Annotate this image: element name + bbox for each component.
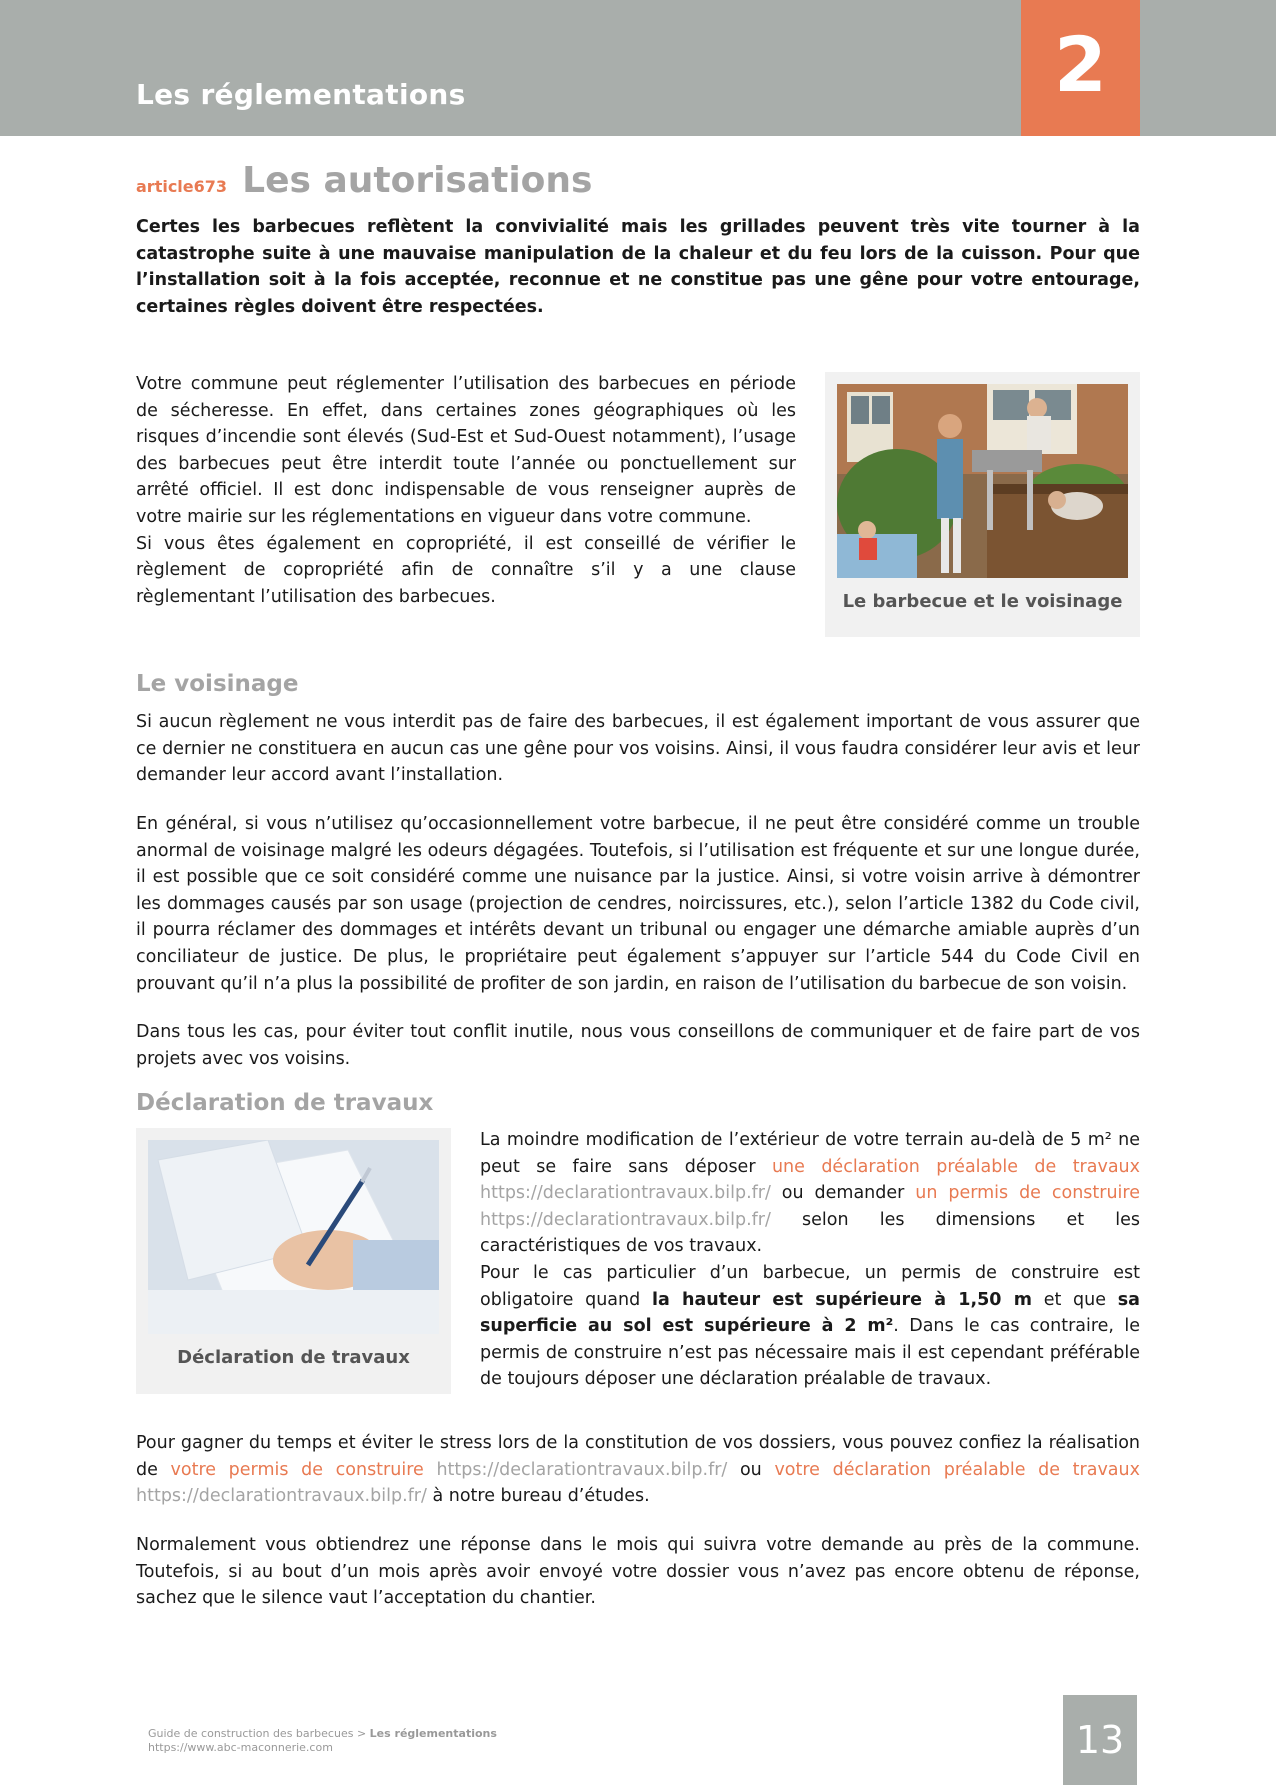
commune-paragraph-2: Si vous êtes également en copropriété, il est conseillé de vérifier le règlement de copropriété afin de connaître s’il y a une clause règlementant l’utilisation des barbecues. — [136, 533, 796, 607]
dossiers-paragraph-2: Normalement vous obtiendrez une réponse dans le mois qui suivra votre demande au près de la commune. Toutefois, si au bout d’un mois après avoir envoyé votre dossier vous n’avez pas encore obtenu de réponse, sachez que le silence vaut l’acceptation du chantier. — [136, 1535, 1140, 1609]
article-tag: article673 — [136, 177, 228, 196]
figure-caption: Le barbecue et le voisinage — [842, 591, 1123, 612]
section-title: Les autorisations — [242, 160, 593, 201]
votre-declaration-link[interactable]: votre déclaration préalable de travaux — [774, 1459, 1140, 1480]
figure-barbecue-voisinage — [825, 372, 1140, 637]
declaration-text — [480, 1127, 1140, 1393]
votre-permis-url[interactable]: https://declarationtravaux.bilp.fr/ — [436, 1459, 728, 1480]
hauteur-condition: la hauteur est supérieure à 1,50 m — [651, 1289, 1032, 1310]
voisinage-paragraph-3: Dans tous les cas, pour éviter tout conflit inutile, nous vous conseillons de communiquer et de faire part de vos projets avec vos voisins. — [136, 1022, 1140, 1069]
superficie-condition: sa superficie au sol est supérieure à 2 m² — [480, 1289, 1140, 1337]
declaration-paragraph-1: La moindre modification de l’extérieur de votre terrain au-delà de 5 m² ne peut se faire sans déposer une déclaration préalable de travaux https://declarationtravaux.bilp.fr/ ou demander un permis de construire https://declarationtravaux.bilp.fr/ selon les dimensions et les caractéristiques de vos travaux. — [480, 1130, 1141, 1257]
declaration-paragraph-2: Pour le cas particulier d’un barbecue, un permis de construire est obligatoire quand la hauteur est supérieure à 1,50 m et que sa superficie au sol est supérieure à 2 m². Dans le cas contraire, le permis de construire n’est pas nécessaire mais il est cependant préférable de toujours déposer une déclaration préalable de travaux. — [480, 1262, 1140, 1390]
chapter-number: 2 — [1021, 0, 1140, 136]
barbecue-photo — [837, 384, 1128, 578]
voisinage-paragraph-2: En général, si vous n’utilisez qu’occasionnellement votre barbecue, il ne peut être considéré comme un trouble anormal de voisinage malgré les odeurs dégagées. Toutefois, si l’utilisation est fréquente et sur une longue durée, il est possible que ce soit considéré comme une nuisance par la justice. Ainsi, si votre voisin arrive à démontrer les dommages causés par son usage (projection de cendres, noircissures, etc.), selon l’article 1382 du Code civil, il pourra réclamer des dommages et intérêts devant un tribunal ou engager une démarche amiable auprès d’un conciliateur de justice. De plus, le propriétaire peut également s’appuyer sur l’article 544 du Code Civil en prouvant qu’il n’a plus la possibilité de profiter de son jardin, en raison de l’utilisation du barbecue de son voisin. — [136, 814, 1140, 994]
commune-paragraph-1: Votre commune peut réglementer l’utilisation des barbecues en période de sécheresse. En effet, dans certaines zones géographiques où les risques d’incendie sont élevés (Sud-Est et Sud-Ouest notamment), l’usage des barbecues peut être interdit toute l’année ou ponctuellement sur arrêté officiel. Il est donc indispensable de vous renseigner auprès de votre mairie sur les réglementations en vigueur dans votre commune. — [136, 374, 796, 527]
footer-section[interactable]: Les réglementations — [369, 1727, 497, 1740]
declaration-url[interactable]: https://declarationtravaux.bilp.fr/ — [480, 1183, 771, 1204]
voisinage-heading: Le voisinage — [136, 671, 299, 697]
commune-text — [136, 371, 796, 610]
footer-guide[interactable]: Guide de construction des barbecues — [148, 1727, 354, 1740]
signing-document-photo — [148, 1140, 439, 1334]
permis-construire-link[interactable]: un permis de construire — [915, 1183, 1140, 1204]
footer — [148, 1727, 497, 1755]
footer-url[interactable]: https://www.abc-maconnerie.com — [148, 1741, 333, 1754]
declaration-heading: Déclaration de travaux — [136, 1090, 434, 1116]
permis-url[interactable]: https://declarationtravaux.bilp.fr/ — [480, 1209, 771, 1230]
votre-permis-link[interactable]: votre permis de construire — [170, 1459, 424, 1480]
votre-declaration-url[interactable]: https://declarationtravaux.bilp.fr/ — [136, 1486, 427, 1507]
dossiers-paragraph-1: Pour gagner du temps et éviter le stress lors de la constitution de vos dossiers, vous pouvez confiez la réalisation de votre permis de construire https://declarationtravaux.bilp.fr/ ou votre déclaration préalable de travaux https://declarationtravaux.bilp.fr/ à notre bureau d’études. — [136, 1433, 1140, 1507]
page-number: 13 — [1063, 1695, 1137, 1785]
intro-paragraph: Certes les barbecues reflètent la convivialité mais les grillades peuvent très vite tourner à la catastrophe suite à une mauvaise manipulation de la chaleur et du feu lors de la cuisson. Pour que l’installation soit à la fois acceptée, reconnue et ne constitue pas une gêne pour votre entourage, certaines règles doivent être respectées. — [136, 217, 1140, 317]
article-heading — [136, 160, 592, 201]
header-title: Les réglementations — [136, 78, 466, 111]
figure-declaration-travaux — [136, 1128, 451, 1394]
declaration-prealable-link[interactable]: une déclaration préalable de travaux — [771, 1156, 1141, 1177]
voisinage-paragraph-1: Si aucun règlement ne vous interdit pas de faire des barbecues, il est également important de vous assurer que ce dernier ne constituera en aucun cas une gêne pour vos voisins. Ainsi, il vous faudra considérer leur avis et leur demander leur accord avant l’installation. — [136, 712, 1140, 786]
footer-breadcrumb: Guide de construction des barbecues > Les réglementations — [148, 1727, 497, 1740]
figure-caption: Déclaration de travaux — [177, 1347, 410, 1368]
